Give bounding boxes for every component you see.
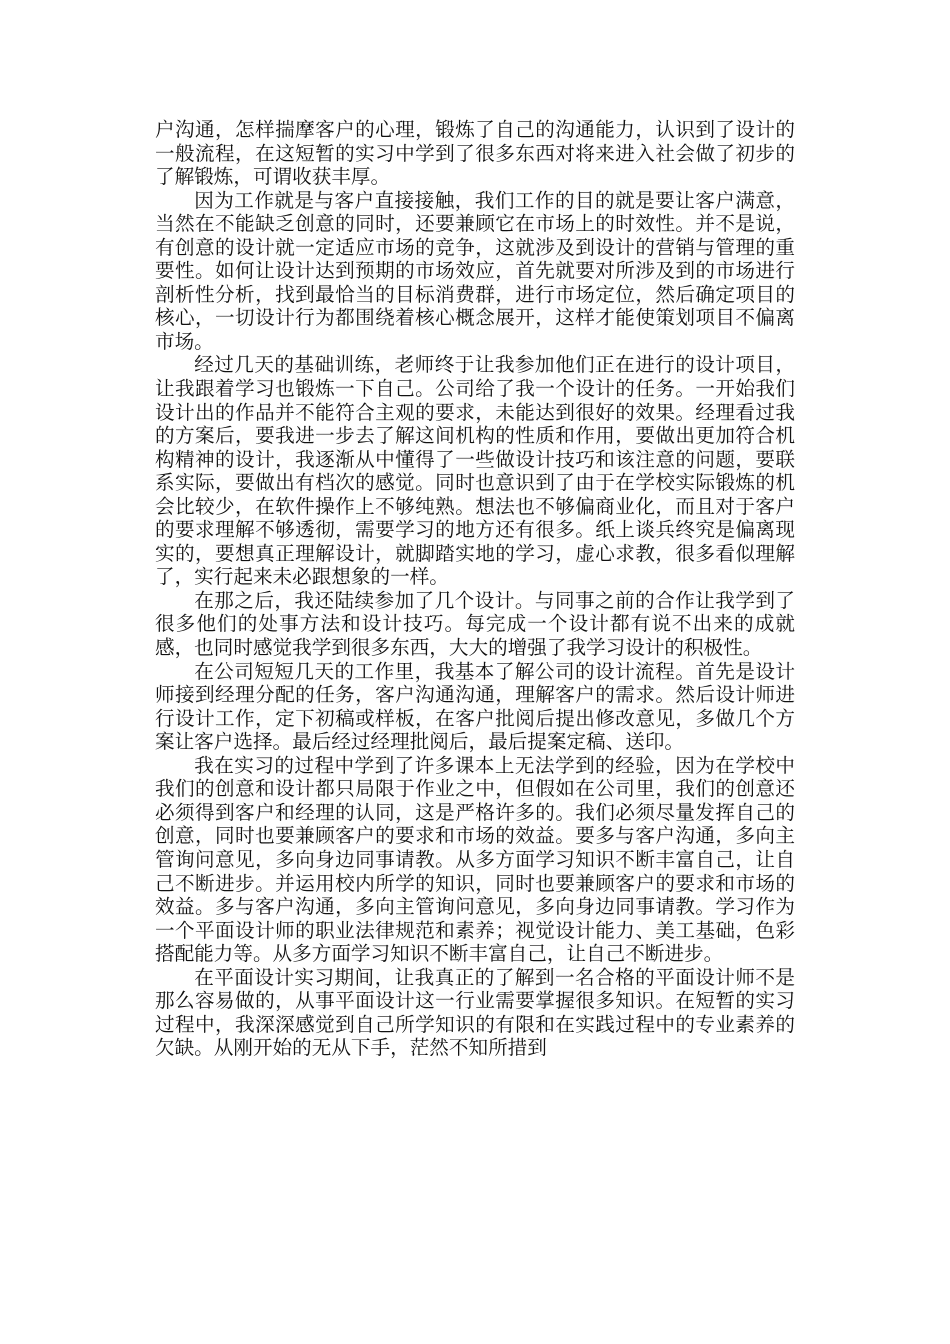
paragraph: 因为工作就是与客户直接接触，我们工作的目的就是要让客户满意，当然在不能缺乏创意的同时，还要兼顾它在市场上的时效性。并不是说，有创意的设计就一定适应市场的竞争，这就涉及到设计的营销与管理的重要性。如何让设计达到预期的市场效应，首先就要对所涉及到的市场进行剖析性分析，找到最恰当的目标消费群，进行市场定位，然后确定项目的核心，一切设计行为都围绕着核心概念展开，这样才能使策划项目不偏离市场。	[155, 188, 795, 353]
paragraph: 经过几天的基础训练，老师终于让我参加他们正在进行的设计项目，让我跟着学习也锻炼一下自己。公司给了我一个设计的任务。一开始我们设计出的作品并不能符合主观的要求，未能达到很好的效果。经理看过我的方案后，要我进一步去了解这间机构的性质和作用，要做出更加符合机构精神的设计，我逐渐从中懂得了一些做设计技巧和该注意的问题，要联系实际，要做出有档次的感觉。同时也意识到了由于在学校实际锻炼的机会比较少，在软件操作上不够纯熟。想法也不够偏商业化，而且对于客户的要求理解不够透彻，需要学习的地方还有很多。纸上谈兵终究是偏离现实的，要想真正理解设计，就脚踏实地的学习，虚心求教，很多看似理解了，实行起来未必跟想象的一样。	[155, 353, 795, 589]
paragraph: 在公司短短几天的工作里，我基本了解公司的设计流程。首先是设计师接到经理分配的任务，客户沟通沟通，理解客户的需求。然后设计师进行设计工作，定下初稿或样板，在客户批阅后提出修改意见，多做几个方案让客户选择。最后经过经理批阅后，最后提案定稿、送印。	[155, 659, 795, 754]
paragraph: 我在实习的过程中学到了许多课本上无法学到的经验，因为在学校中我们的创意和设计都只局限于作业之中，但假如在公司里，我们的创意还必须得到客户和经理的认同，这是严格许多的。我们必须尽量发挥自己的创意，同时也要兼顾客户的要求和市场的效益。要多与客户沟通，多向主管询问意见，多向身边同事请教。从多方面学习知识不断丰富自己，让自己不断进步。并运用校内所学的知识，同时也要兼顾客户的要求和市场的效益。多与客户沟通，多向主管询问意见，多向身边同事请教。学习作为一个平面设计师的职业法律规范和素养；视觉设计能力、美工基础，色彩搭配能力等。从多方面学习知识不断丰富自己，让自己不断进步。	[155, 753, 795, 966]
paragraph-continuation: 户沟通，怎样揣摩客户的心理，锻炼了自己的沟通能力，认识到了设计的一般流程，在这短暂的实习中学到了很多东西对将来进入社会做了初步的了解锻炼，可谓收获丰厚。	[155, 118, 795, 189]
paragraph: 在那之后，我还陆续参加了几个设计。与同事之前的合作让我学到了很多他们的处事方法和设计技巧。每完成一个设计都有说不出来的成就感，也同时感觉我学到很多东西，大大的增强了我学习设计的积极性。	[155, 588, 795, 660]
paragraph: 在平面设计实习期间，让我真正的了解到一名合格的平面设计师不是那么容易做的，从事平面设计这一行业需要掌握很多知识。在短暂的实习过程中，我深深感觉到自己所学知识的有限和在实践过程中的专业素养的欠缺。从刚开始的无从下手，茫然不知所措到	[155, 965, 795, 1060]
body-text	[155, 118, 795, 1060]
